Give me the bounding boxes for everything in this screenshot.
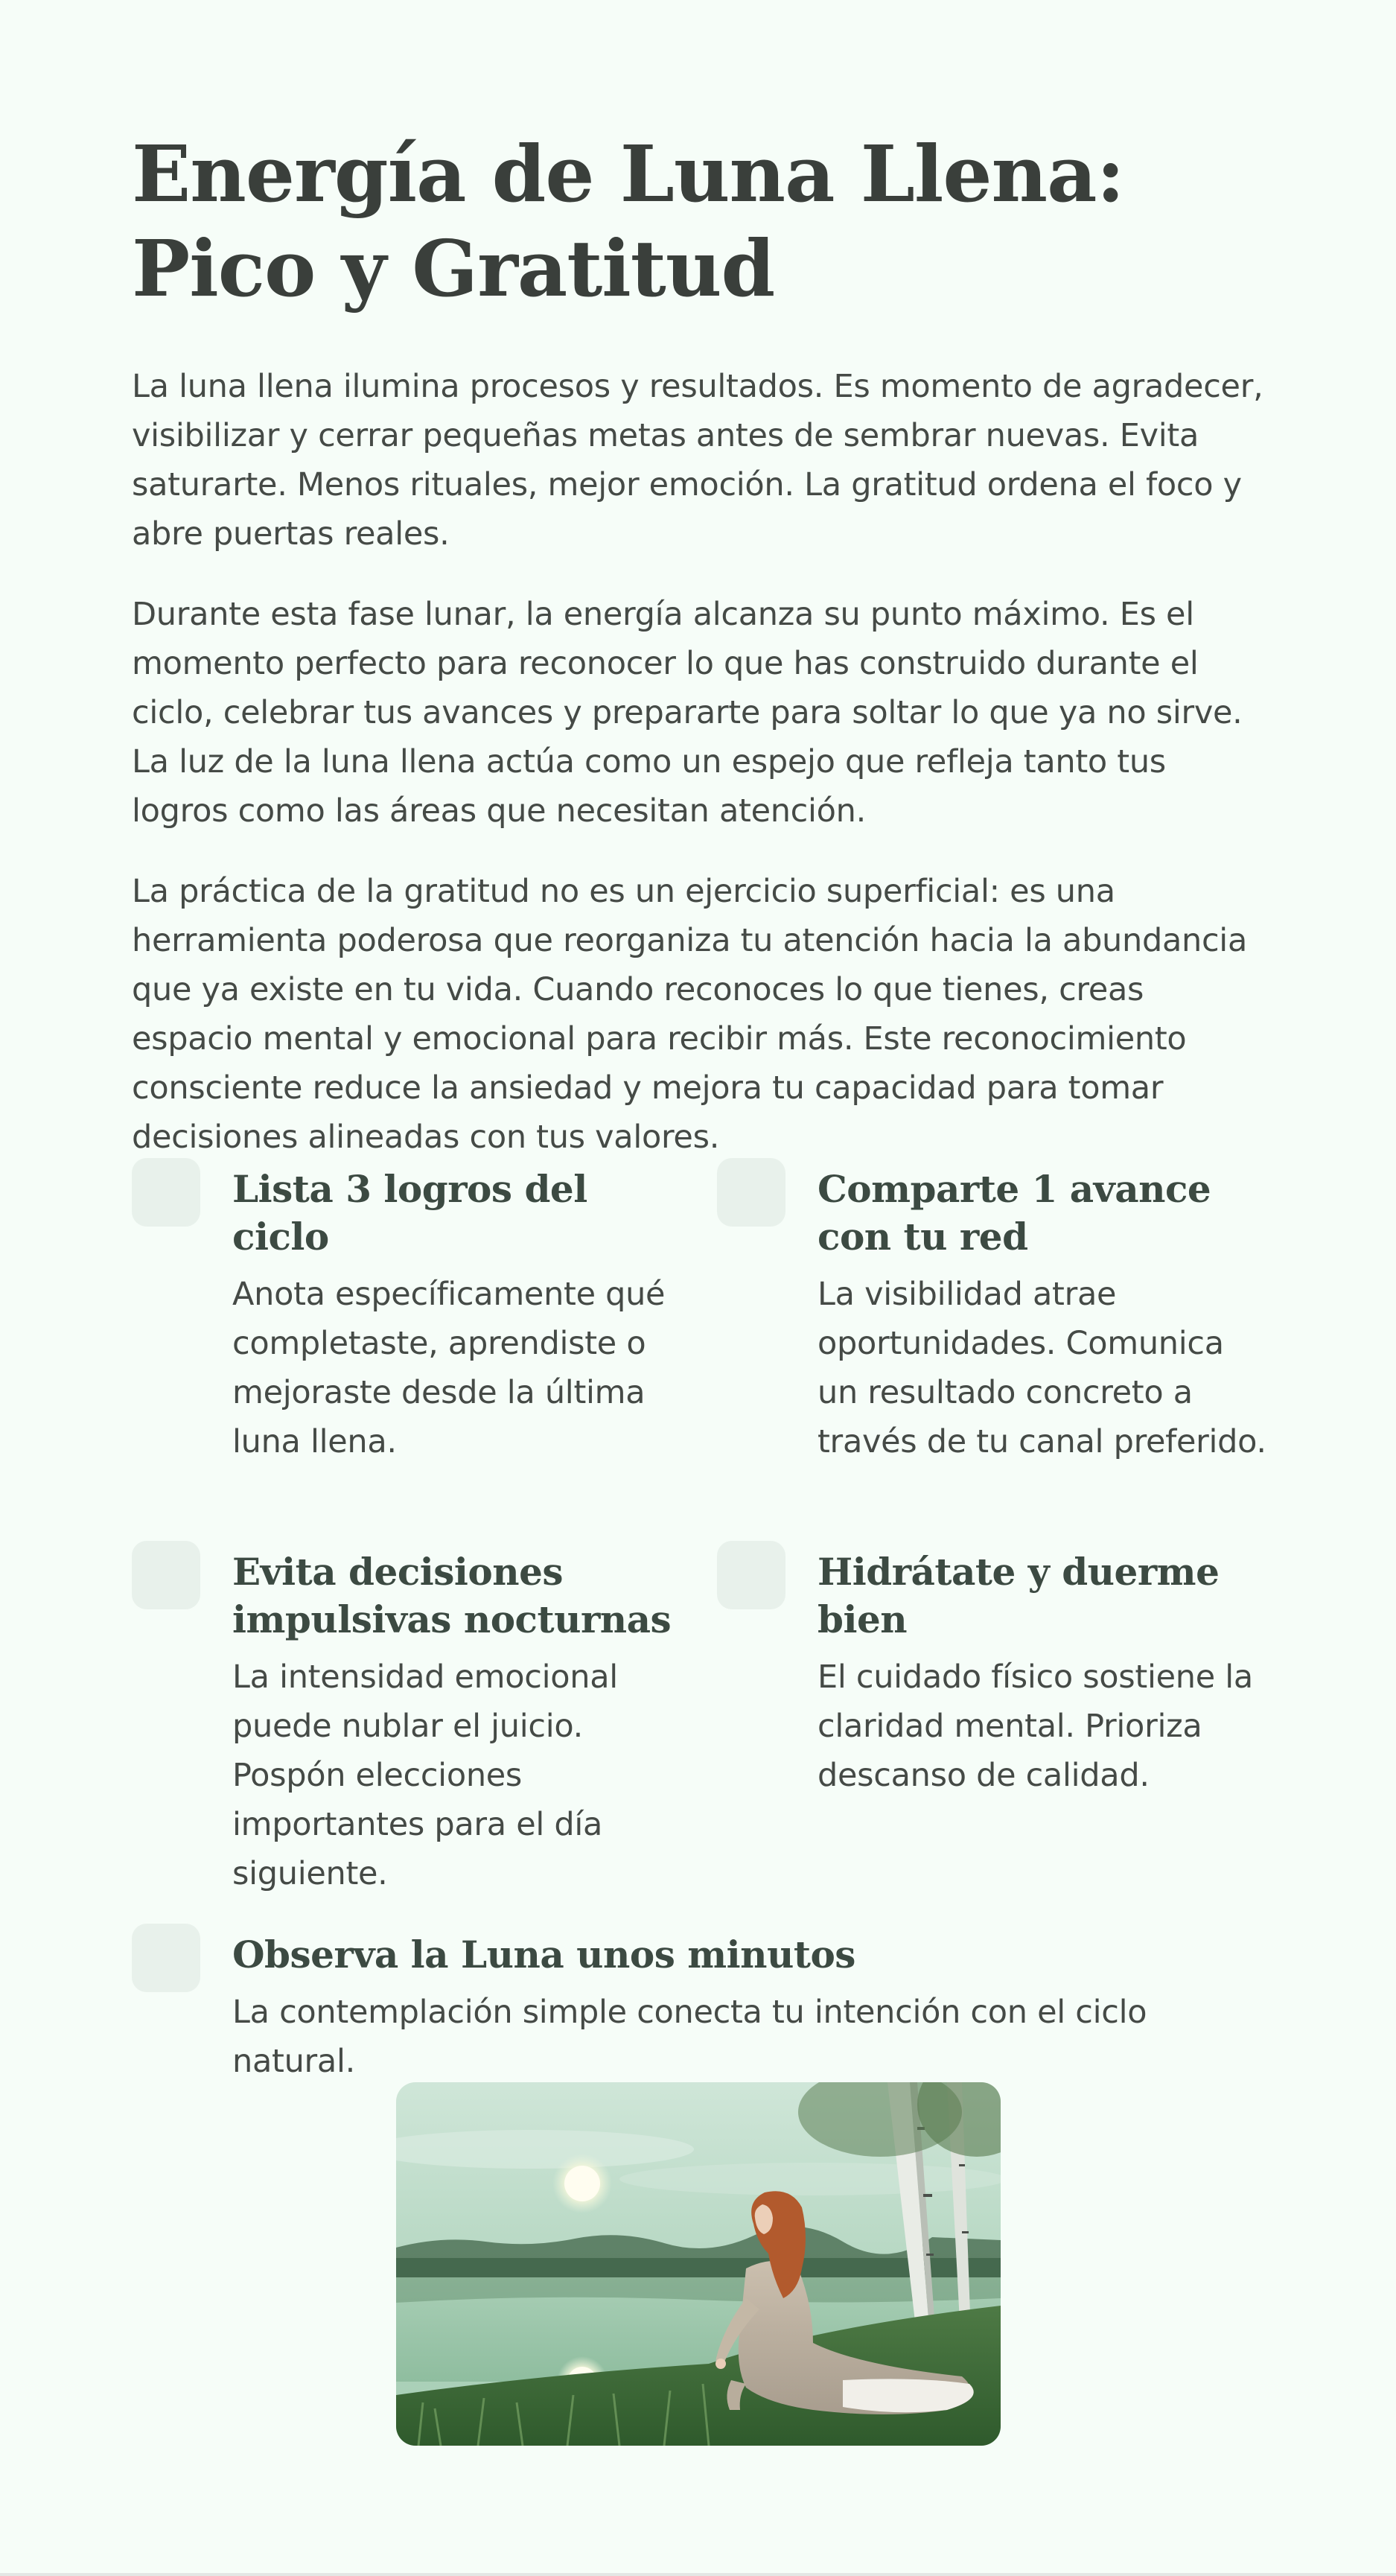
- tip-title: Comparte 1 avance con tu red: [817, 1167, 1211, 1259]
- tip-icon-box: [132, 1158, 200, 1227]
- intro-paragraph-3: La práctica de la gratitud no es un ejercicio superficial: es una herramienta poderosa que reorganiza tu atención hacia la abundancia que ya existe en tu vida. Cuando reconoces lo que tienes, creas espacio mental y emocional para recibir más. Este reconocimiento consciente reduce la ansiedad y mejora tu capacidad para tomar decisiones alineadas con tus valores.: [132, 873, 1248, 1156]
- tip-title: Hidrátate y duerme bien: [817, 1550, 1220, 1641]
- tip-icon-box: [132, 1924, 200, 1992]
- tip-title: Lista 3 logros del ciclo: [232, 1167, 587, 1259]
- full-moon-lake-photo: [396, 2082, 1001, 2446]
- tip-text: La intensidad emocional puede nublar el juicio. Pospón elecciones importantes para el día siguiente.: [232, 1659, 618, 1892]
- intro-paragraph-1: La luna llena ilumina procesos y resultados. Es momento de agradecer, visibilizar y cerrar pequeñas metas antes de sembrar nuevas. Evita saturarte. Menos rituales, mejor emoción. La gratitud ordena el foco y abre puertas reales.: [132, 368, 1263, 553]
- tip-title: Evita decisiones impulsivas nocturnas: [232, 1550, 672, 1641]
- tip-icon-box: [132, 1541, 200, 1609]
- tip-title: Observa la Luna unos minutos: [232, 1933, 855, 1976]
- article: [132, 127, 1263, 1193]
- tip-text: Anota específicamente qué completaste, aprendiste o mejoraste desde la última luna llena.: [232, 1276, 666, 1460]
- tip-text: El cuidado físico sostiene la claridad mental. Prioriza descanso de calidad.: [817, 1659, 1253, 1794]
- page-title: Energía de Luna Llena: Pico y Gratitud: [132, 128, 1124, 314]
- tip-icon-box: [717, 1541, 785, 1609]
- tip-icon-box: [717, 1158, 785, 1227]
- intro-paragraph-2: Durante esta fase lunar, la energía alcanza su punto máximo. Es el momento perfecto para reconocer lo que has construido durante el ciclo, celebrar tus avances y prepararte para soltar lo que ya no sirve. La luz de la luna llena actúa como un espejo que refleja tanto tus logros como las áreas que necesitan atención.: [132, 596, 1243, 830]
- page-divider: [0, 2573, 1396, 2576]
- tip-text: La visibilidad atrae oportunidades. Comunica un resultado concreto a través de tu canal preferido.: [817, 1276, 1266, 1460]
- tip-text: La contemplación simple conecta tu intención con el ciclo natural.: [232, 1994, 1147, 2080]
